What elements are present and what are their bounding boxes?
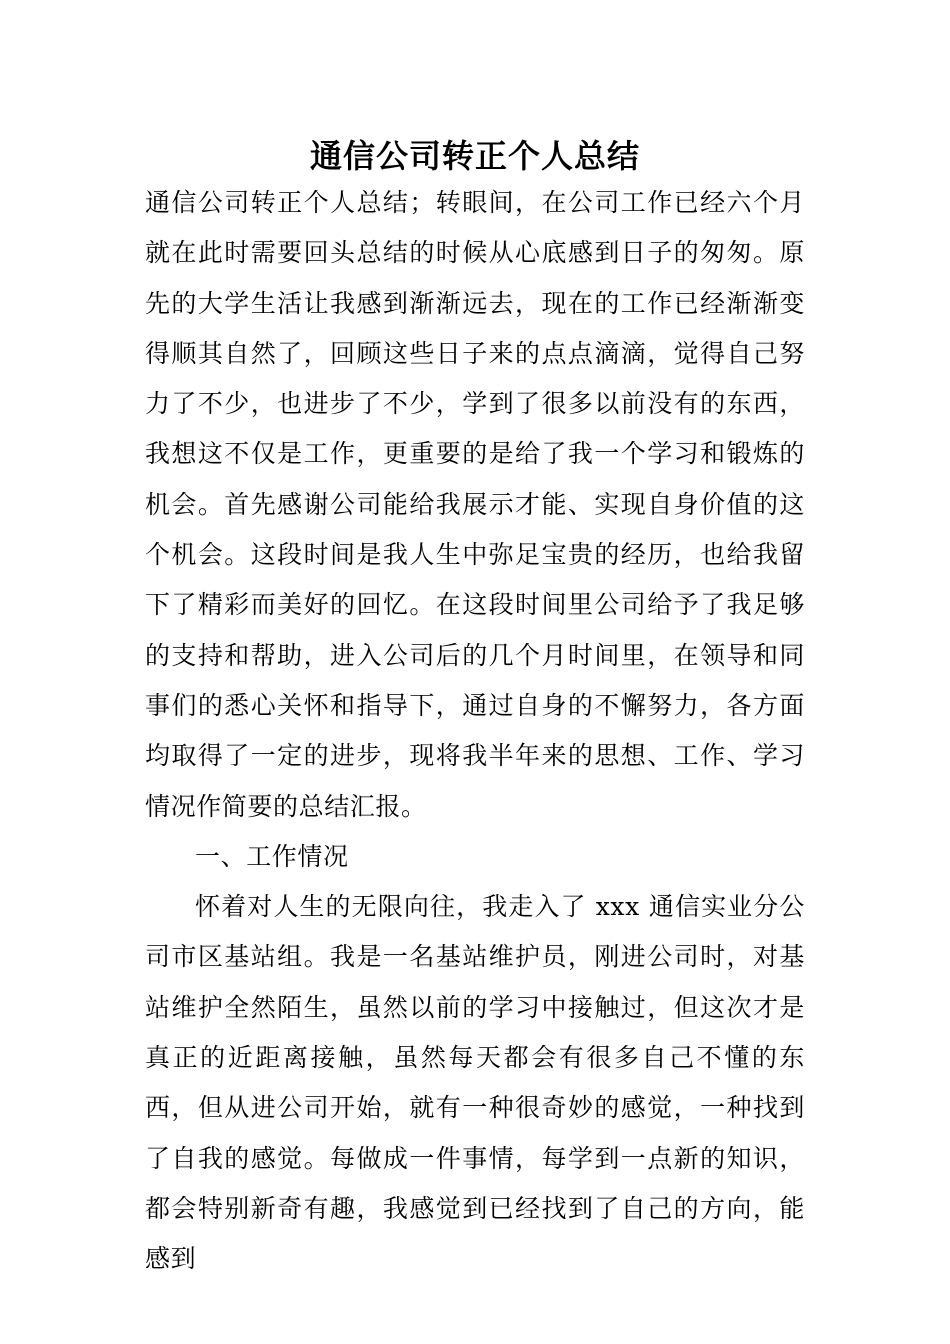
document-title: 通信公司转正个人总结 [309,137,640,175]
work-paragraph: 怀着对人生的无限向往，我走入了 xxx 通信实业分公司市区基站组。我是一名基站维护员，刚进公司时，对基站维护全然陌生，虽然以前的学习中接触过，但这次才是真正的近距离接触，虽然每天都会有很多自己不懂的东西，但从进公司开始，就有一种很奇妙的感觉，一种找到了自我的感觉。每做成一件事情，每学到一点新的知识，都会特别新奇有趣，我感觉到已经找到了自己的方向，能感到 [145,892,805,1274]
section-heading-work: 一、工作情况 [195,841,349,871]
intro-paragraph: 通信公司转正个人总结；转眼间，在公司工作已经六个月就在此时需要回头总结的时候从心底感到日子的匆匆。原先的大学生活让我感到渐渐远去，现在的工作已经渐渐变得顺其自然了，回顾这些日子来的点点滴滴，觉得自己努力了不少，也进步了不少，学到了很多以前没有的东西，我想这不仅是工作，更重要的是给了我一个学习和锻炼的机会。首先感谢公司能给我展示才能、实现自身价值的这个机会。这段时间是我人生中弥足宝贵的经历，也给我留下了精彩而美好的回忆。在这段时间里公司给予了我足够的支持和帮助，进入公司后的几个月时间里，在领导和同事们的悉心关怀和指导下，通过自身的不懈努力，各方面均取得了一定的进步，现将我半年来的思想、工作、学习情况作简要的总结汇报。 [145,188,805,821]
